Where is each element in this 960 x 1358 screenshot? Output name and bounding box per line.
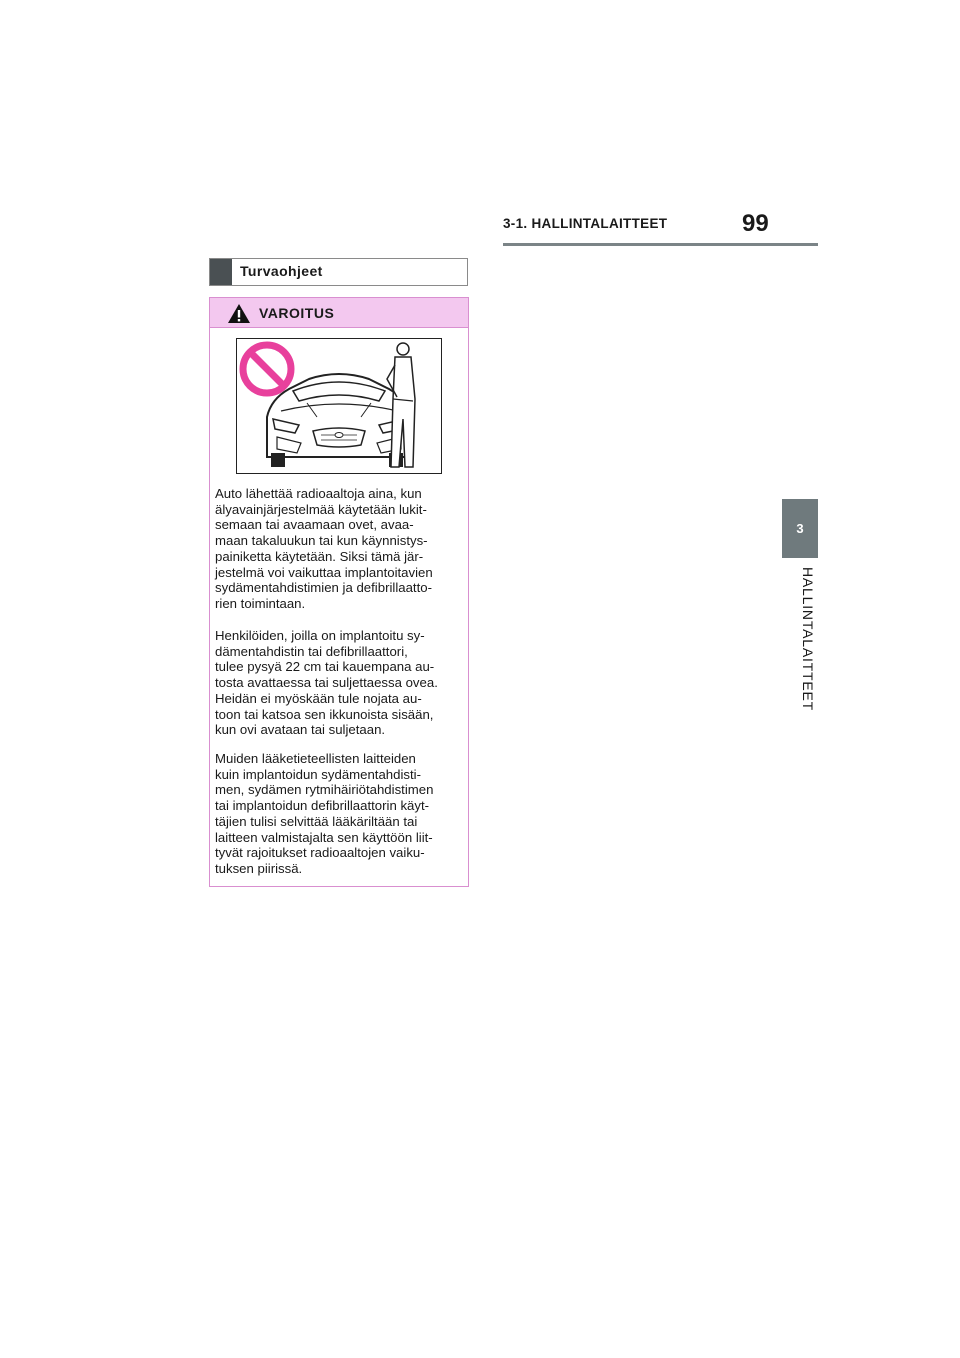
prohibited-person-leaning-on-car-illustration	[236, 338, 442, 474]
warning-box	[209, 297, 469, 887]
chapter-number: 3	[796, 521, 804, 536]
warning-header	[210, 298, 468, 328]
warning-triangle-icon	[227, 303, 251, 329]
warning-paragraph-1: Auto lähettää radioaaltoja aina, kun älyavainjärjestelmää käytetään lukit- semaan tai avaamaan ovet, avaa- maan takaluukun tai kun käynnistys- painiketta käytetään. Siksi tämä jär- jestelmä voi vaikuttaa implantoitavien sydämentahdistimien ja defibrillaatto- rien toimintaan.	[215, 486, 433, 611]
warning-title: VAROITUS	[259, 305, 335, 321]
section-heading: Turvaohjeet	[240, 263, 323, 279]
warning-paragraph-2: Henkilöiden, joilla on implantoitu sy- dämentahdistin tai defibrillaattori, tulee pysyä 22 cm tai kauempana au- tosta avattaessa tai suljettaessa ovea. Heidän ei myöskään tule nojata au- toon tai katsoa sen ikkunoista sisään, kun ovi avataan tai suljetaan.	[215, 628, 438, 738]
page-number: 99	[742, 210, 769, 237]
warning-paragraph-3: Muiden lääketieteellisten laitteiden kuin implantoidun sydämentahdisti- men, sydämen rytmihäiriötahdistimen tai implantoidun defibrillaattorin käyt- täjien tulisi selvittää lääkäriltään tai laitteen valmistajalta sen käyttöön liit- tyvät rajoitukset radioaaltojen vaiku- tuksen piirissä.	[215, 751, 434, 876]
section-title: 3-1. HALLINTALAITTEET	[503, 216, 668, 231]
section-heading-box	[209, 258, 468, 286]
section-heading-marker	[210, 259, 232, 285]
chapter-label: HALLINTALAITTEET	[800, 567, 816, 712]
side-tab	[782, 499, 818, 558]
page-header-rule-line	[503, 243, 818, 246]
